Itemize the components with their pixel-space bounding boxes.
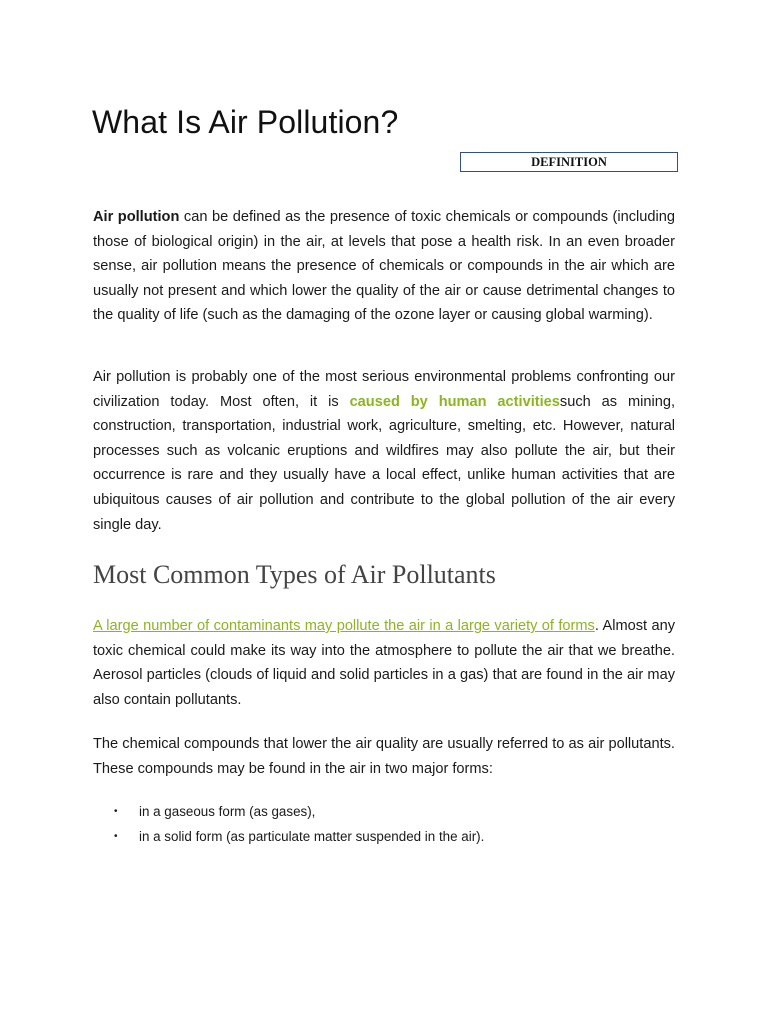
paragraph-lead-term: Air pollution bbox=[93, 209, 180, 225]
paragraph-text: Air pollution is probably one of the most serious environmental problems confronting our civilization today. Most often, it is bbox=[93, 369, 675, 410]
list-item bbox=[93, 824, 675, 849]
paragraph-text: such as mining, construction, transportation, industrial work, agriculture, smelting, etc. However, natural processes such as volcanic eruptions and wildfires may also pollute the air, but their occurrence is rare and they usually have a local effect, unlike human activities that are ubiquitous causes of air pollution and contribute to the global pollution of the air every single day. bbox=[93, 393, 675, 533]
page-title: What Is Air Pollution? bbox=[92, 104, 399, 140]
paragraph-contaminants bbox=[93, 614, 675, 712]
highlight-human-activities: caused by human activities bbox=[349, 393, 560, 410]
definition-label-box: DEFINITION bbox=[460, 152, 678, 172]
list-item-text: in a solid form (as particulate matter suspended in the air). bbox=[139, 829, 485, 844]
bullet-icon: • bbox=[114, 806, 118, 817]
bullet-icon: • bbox=[114, 831, 118, 842]
paragraph-pollutant-forms: The chemical compounds that lower the air quality are usually referred to as air pollutants. These compounds may be found in the air in two major forms: bbox=[93, 736, 675, 777]
paragraph-text: . Almost any toxic chemical could make its way into the atmosphere to pollute the air that we breathe. Aerosol particles (clouds of liquid and solid particles in a gas) that are found in the air may also contain pollutants. bbox=[93, 618, 675, 708]
contaminants-link[interactable]: A large number of contaminants may pollute the air in a large variety of forms bbox=[93, 618, 595, 634]
forms-list bbox=[93, 799, 675, 849]
paragraph-definition bbox=[93, 205, 675, 328]
section-heading: Most Common Types of Air Pollutants bbox=[93, 560, 496, 589]
list-item-text: in a gaseous form (as gases), bbox=[139, 804, 316, 819]
paragraph-causes bbox=[93, 365, 675, 537]
paragraph-text: can be defined as the presence of toxic chemicals or compounds (including those of biological origin) in the air, at levels that pose a health risk. In an even broader sense, air pollution means the presence of chemicals or compounds in the air which are usually not present and which lower the quality of the air or cause detrimental changes to the quality of life (such as the damaging of the ozone layer or causing global warming). bbox=[93, 209, 675, 324]
list-item bbox=[93, 799, 675, 824]
